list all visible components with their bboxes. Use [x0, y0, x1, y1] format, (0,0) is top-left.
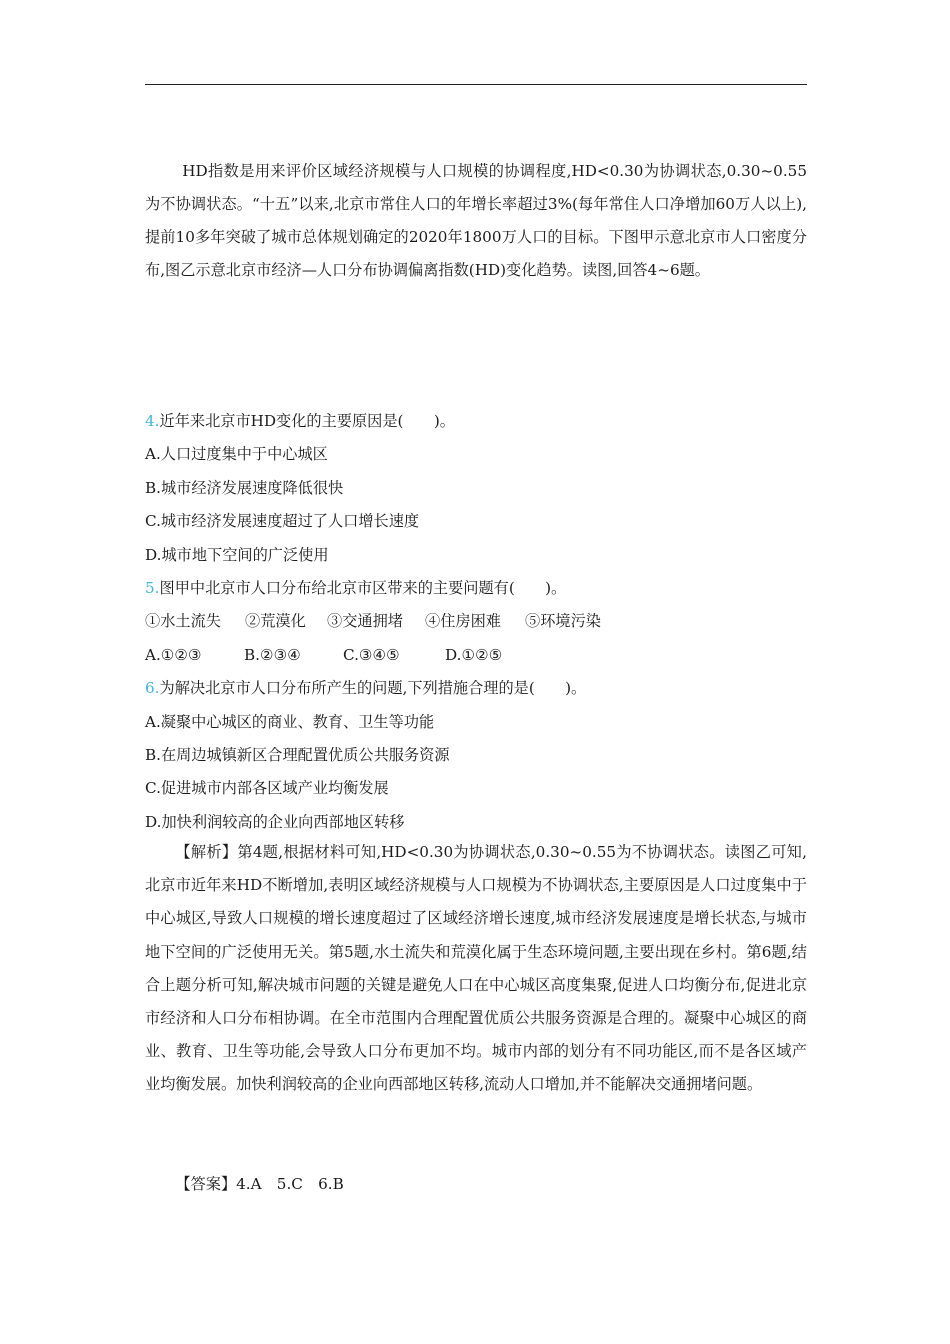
question-4-option-b: B.城市经济发展速度降低很快: [145, 478, 344, 497]
question-5-number: 5.: [145, 578, 160, 597]
question-5-option-d: D.①②⑤: [445, 645, 503, 664]
question-4-option-d: D.城市地下空间的广泛使用: [145, 545, 329, 564]
answer-line: 【答案】4.A 5.C 6.B: [175, 1175, 344, 1193]
question-5-item-1: ①水土流失: [145, 612, 221, 631]
question-6-option-b: B.在周边城镇新区合理配置优质公共服务资源: [145, 745, 450, 764]
question-5-option-a: A.①②③: [145, 645, 202, 664]
question-6-number: 6.: [145, 679, 160, 698]
intro-paragraph: HD指数是用来评价区域经济规模与人口规模的协调程度,HD<0.30为协调状态,0.30~0.55为不协调状态。“十五”以来,北京市常住人口的年增长率超过3%(每年常住人口净增加60万人以上),提前10多年突破了城市总体规划确定的2020年1800万人口的目标。下图甲示意北京市人口密度分布,图乙示意北京市经济—人口分布协调偏离指数(HD)变化趋势。读图,回答4~6题。: [145, 162, 807, 279]
analysis-paragraph: 【解析】第4题,根据材料可知,HD<0.30为协调状态,0.30~0.55为不协调状态。读图乙可知,北京市近年来HD不断增加,表明区域经济规模与人口规模为不协调状态,主要原因是人口过度集中于中心城区,导致人口规模的增长速度超过了区域经济增长速度,城市经济发展速度是增长状态,与城市地下空间的广泛使用无关。第5题,水土流失和荒漠化属于生态环境问题,主要出现在乡村。第6题,结合上题分析可知,解决城市问题的关键是避免人口在中心城区高度集聚,促进人口均衡分布,促进北京市经济和人口分布相协调。在全市范围内合理配置优质公共服务资源是合理的。凝聚中心城区的商业、教育、卫生等功能,会导致人口分布更加不均。城市内部的划分有不同功能区,而不是各区域产业均衡发展。加快利润较高的企业向西部地区转移,流动人口增加,并不能解决交通拥堵问题。: [145, 843, 807, 1094]
question-5-stem: 5.图甲中北京市人口分布给北京市区带来的主要问题有( )。: [145, 578, 567, 597]
question-5-item-4: ④住房困难: [425, 612, 501, 631]
question-6-option-d: D.加快利润较高的企业向西部地区转移: [145, 812, 405, 831]
question-6-stem: 6.为解决北京市人口分布所产生的问题,下列措施合理的是( )。: [145, 679, 587, 698]
question-4-option-a: A.人口过度集中于中心城区: [145, 445, 328, 464]
question-4-option-c: C.城市经济发展速度超过了人口增长速度: [145, 512, 420, 531]
question-6-option-c: C.促进城市内部各区域产业均衡发展: [145, 779, 389, 798]
question-4-number: 4.: [145, 412, 160, 430]
question-5-options: [145, 639, 807, 672]
question-6-option-a: A.凝聚中心城区的商业、教育、卫生等功能: [145, 712, 435, 731]
question-4-stem: 4.近年来北京市HD变化的主要原因是( )。: [145, 412, 455, 430]
question-5-item-5: ⑤环境污染: [525, 612, 601, 631]
question-5-item-2: ②荒漠化: [245, 612, 306, 631]
question-5-option-b: B.②③④: [244, 645, 301, 664]
questions-block: [145, 405, 807, 839]
question-5-items: [145, 605, 807, 638]
header-rule: [145, 84, 807, 85]
question-5-option-c: C.③④⑤: [343, 645, 400, 664]
question-5-item-3: ③交通拥堵: [327, 612, 403, 631]
